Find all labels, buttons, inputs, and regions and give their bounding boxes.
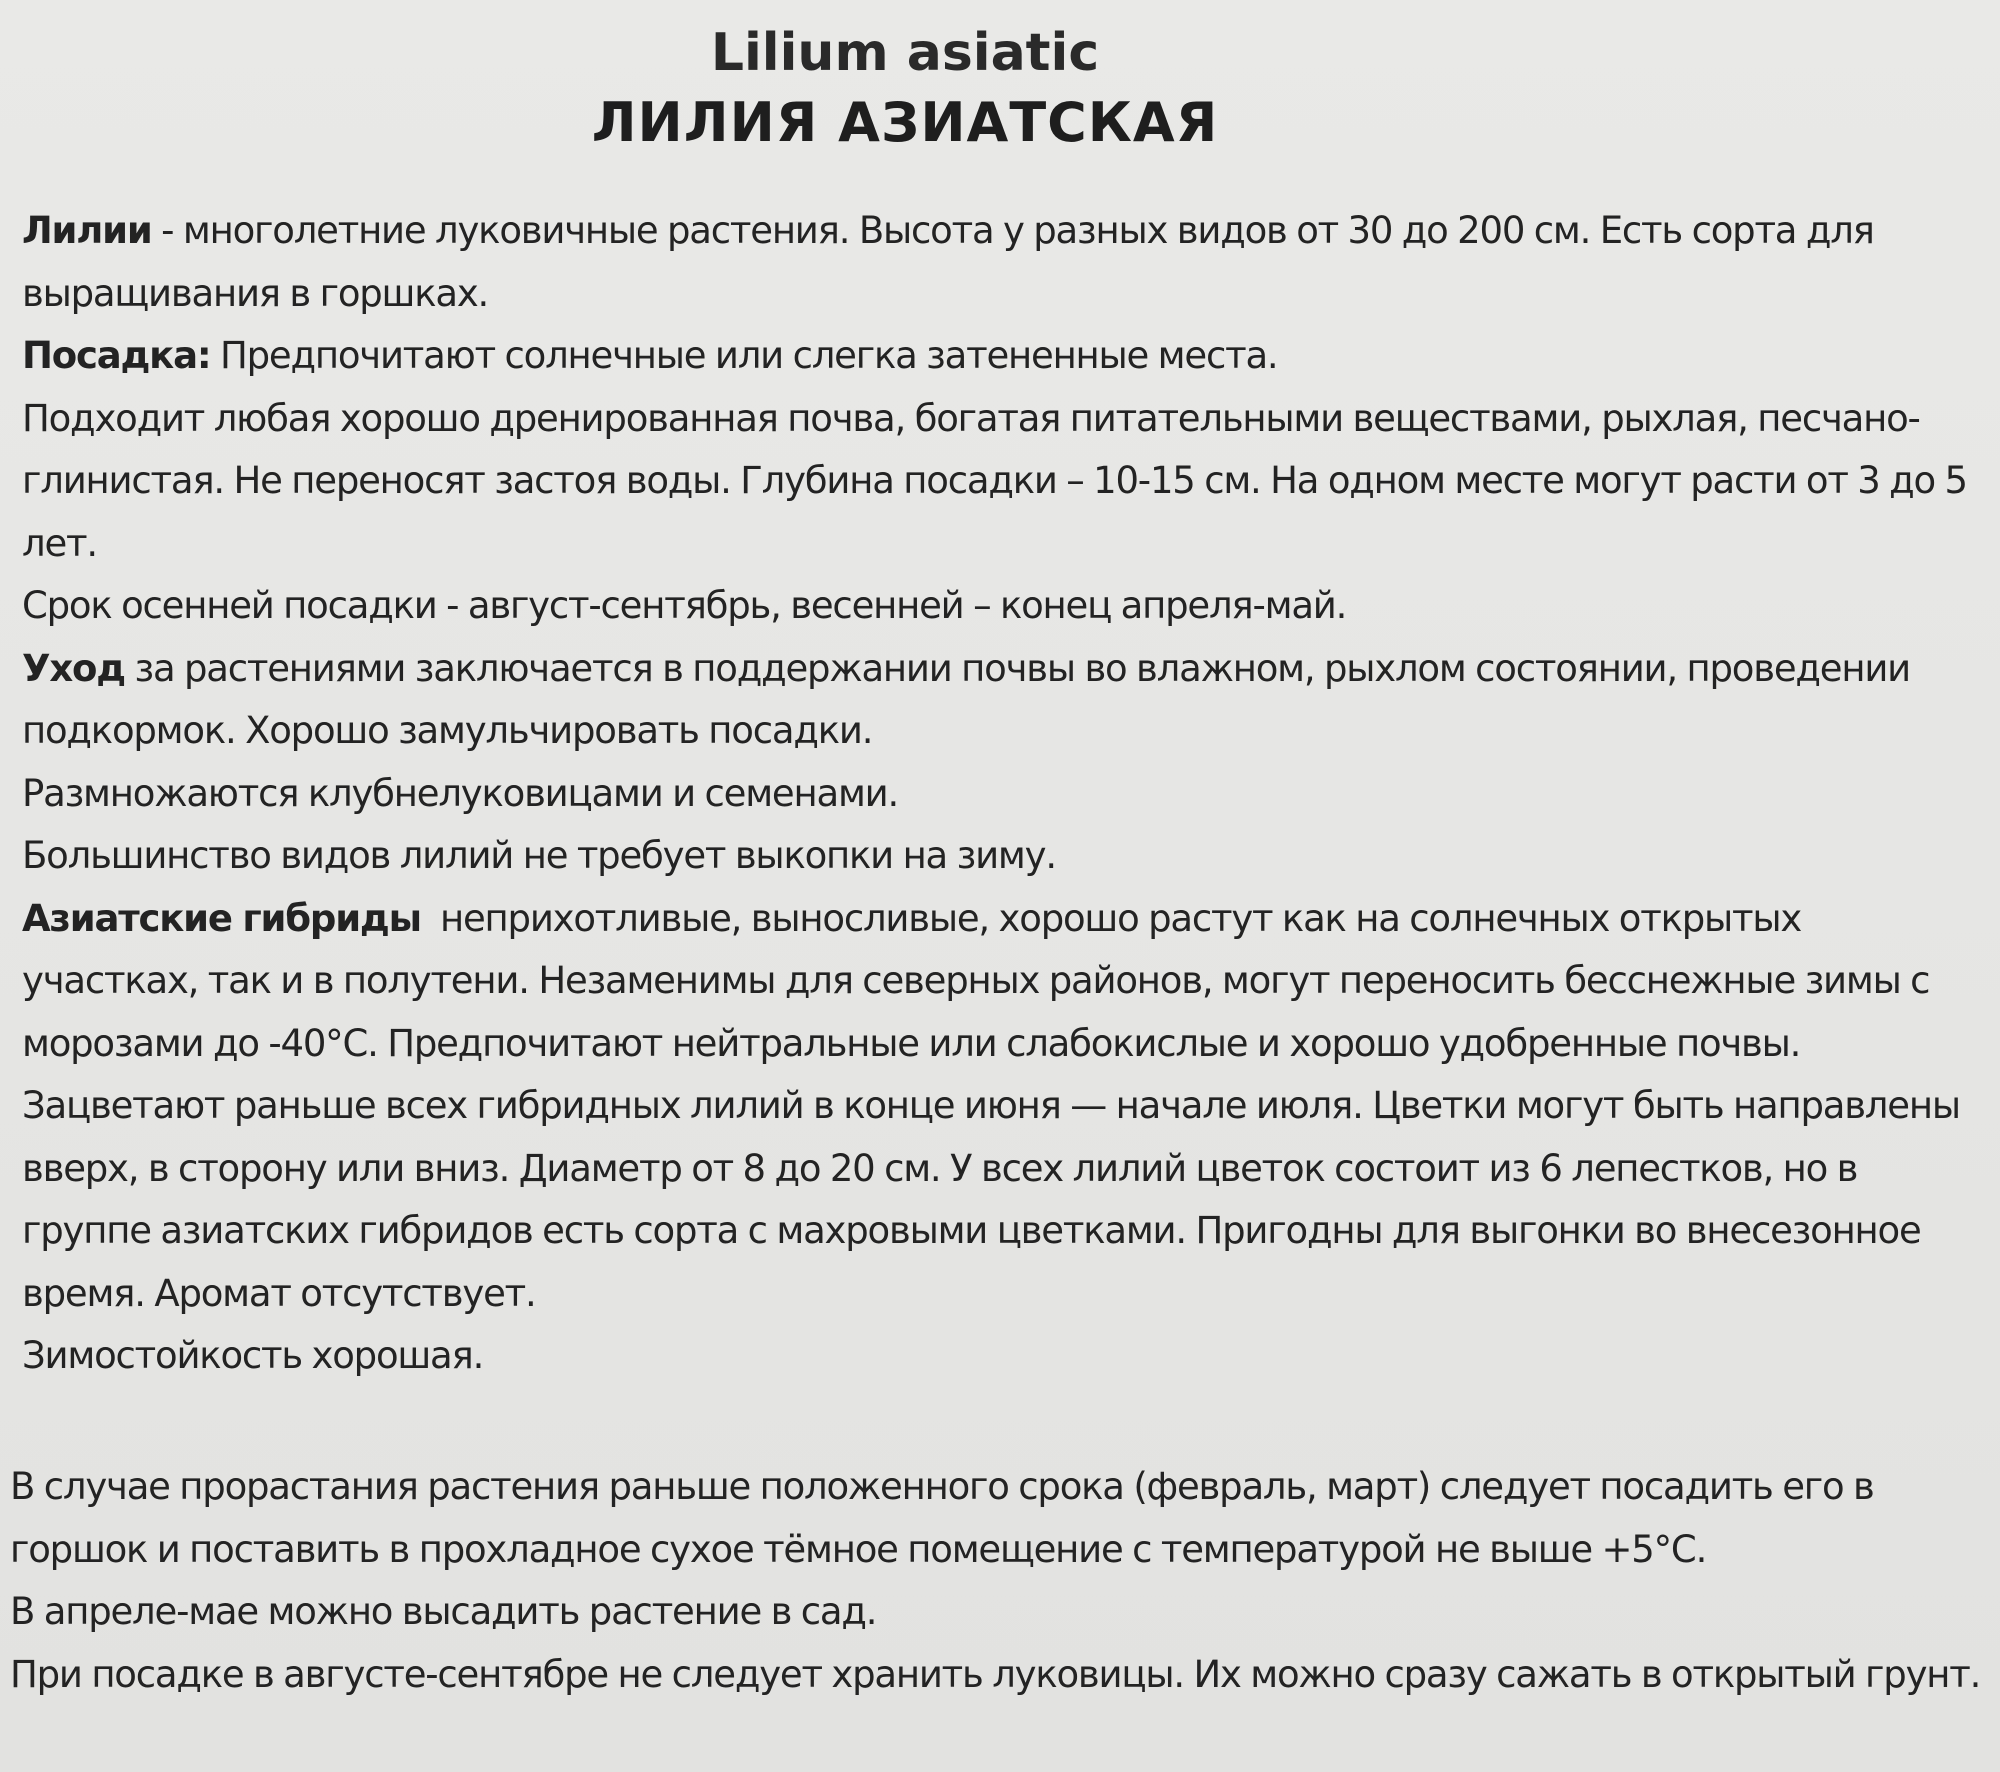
care-text: за растениями заключается в поддержании почвы во влажном, рыхлом состоянии, проведении подкормок. Хорошо замульчировать посадки. <box>22 646 1911 752</box>
intro-text: - многолетние луковичные растения. Высота у разных видов от 30 до 200 см. Есть сорта для выращивания в горшках. <box>22 209 1874 315</box>
early-sprouting-note: В случае прорастания растения раньше положенного срока (февраль, март) следует посадить его в горшок и поставить в прохладное сухое тёмное помещение с температурой не выше +5°С. <box>10 1465 1874 1571</box>
hardiness-paragraph: Зимостойкость хорошая. <box>22 1334 484 1377</box>
april-may-note: В апреле-мае можно высадить растение в сад. <box>10 1590 877 1633</box>
intro-lead: Лилии <box>22 209 152 252</box>
care-lead: Уход <box>22 646 125 690</box>
planting-lead: Посадка: <box>22 334 211 377</box>
planting-text: Предпочитают солнечные или слегка затененные места. <box>210 334 1278 377</box>
care-paragraph <box>22 638 1982 763</box>
title-block <box>0 18 1810 158</box>
description-body <box>22 200 1982 1388</box>
hybrids-lead: Азиатские гибриды <box>22 896 421 940</box>
hybrids-text: неприхотливые, выносливые, хорошо растут как на солнечных открытых участках, так и в полутени. Незаменимы для северных районов, могут переносить бесснежные зимы с морозами до -40°С. Предпочитают нейтральные или слабокислые и хорошо удобренные почвы. Зацветают раньше всех гибридных лилий в конце июня — начале июля. Цветки могут быть направлены вверх, в сторону или вниз. Диаметр от 8 до 20 см. У всех лилий цветок состоит из 6 лепестков, но в группе азиатских гибридов есть сорта с махровыми цветками. Пригодны для выгонки во внесезонное время. Аромат отсутствует. <box>22 896 1960 1315</box>
planting-paragraph <box>22 325 1982 388</box>
russian-title: ЛИЛИЯ АЗИАТСКАЯ <box>591 91 1219 154</box>
soil-paragraph: Подходит любая хорошо дренированная почва, богатая питательными веществами, рыхлая, песчано-глинистая. Не переносят застоя воды. Глубина посадки – 10-15 см. На одном месте могут расти от 3 до 5 лет. <box>22 396 1967 565</box>
latin-title: Lilium asiatic <box>710 23 1100 83</box>
notes-block <box>10 1456 1985 1706</box>
propagation-paragraph: Размножаются клубнелуковицами и семенами. <box>22 771 899 815</box>
intro-paragraph <box>22 200 1982 325</box>
aug-sep-note: При посадке в августе-сентябре не следует хранить луковицы. Их можно сразу сажать в открытый грунт. <box>10 1652 1981 1696</box>
winter-paragraph: Большинство видов лилий не требует выкопки на зиму. <box>22 834 1056 877</box>
hybrids-paragraph <box>22 888 1982 1326</box>
planting-timing-paragraph: Срок осенней посадки - август-сентябрь, весенней – конец апреля-май. <box>22 584 1347 627</box>
